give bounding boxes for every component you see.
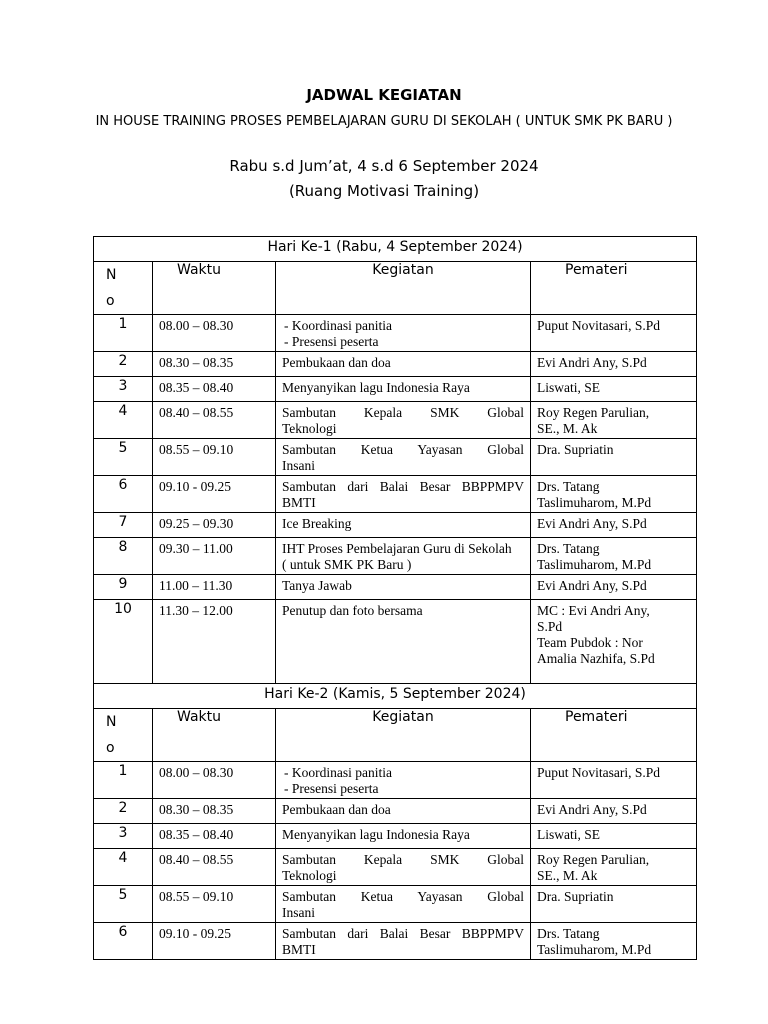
col-speaker-header: Pemateri [531,262,697,315]
day-header-row [94,684,697,709]
table-row: 1 08.00 – 08.30 - Koordinasi panitia - Presensi peserta Puput Novitasari, S.Pd [94,315,697,352]
table-row: 9 11.00 – 11.30 Tanya Jawab Evi Andri Any, S.Pd [94,575,697,600]
table-row: 2 08.30 – 08.35 Pembukaan dan doa Evi Andri Any, S.Pd [94,799,697,824]
col-no-header: N o [94,709,153,762]
col-no-header: N o [94,262,153,315]
table-row: 6 09.10 - 09.25 Sambutan dari Balai Besar BBPPMPV BMTI Drs. Tatang Taslimuharom, M.Pd [94,476,697,513]
table-row: 4 08.40 – 08.55 Sambutan Kepala SMK Global Teknologi Roy Regen Parulian, SE., M. Ak [94,849,697,886]
column-header-row [94,262,697,315]
table-row: 10 11.30 – 12.00 Penutup dan foto bersama MC : Evi Andri Any, S.Pd Team Pubdok : Nor Amalia Nazhifa, S.Pd [94,600,697,684]
table-row: 3 08.35 – 08.40 Menyanyikan lagu Indonesia Raya Liswati, SE [94,377,697,402]
table-row: 6 09.10 - 09.25 Sambutan dari Balai Besar BBPPMPV BMTI Drs. Tatang Taslimuharom, M.Pd [94,923,697,960]
document-title: JADWAL KEGIATAN [306,86,462,104]
table-row: 8 09.30 – 11.00 IHT Proses Pembelajaran Guru di Sekolah ( untuk SMK PK Baru ) Drs. Tatang Taslimuharom, M.Pd [94,538,697,575]
event-room: (Ruang Motivasi Training) [288,182,480,200]
column-header-row [94,709,697,762]
table-row: 5 08.55 – 09.10 Sambutan Ketua Yayasan Global Insani Dra. Supriatin [94,886,697,923]
col-activity-header: Kegiatan [276,709,531,762]
day-1-label: Hari Ke-1 (Rabu, 4 September 2024) [94,237,697,262]
event-date: Rabu s.d Jum’at, 4 s.d 6 September 2024 [229,157,539,175]
document-subtitle: IN HOUSE TRAINING PROSES PEMBELAJARAN GURU DI SEKOLAH ( UNTUK SMK PK BARU ) [95,114,673,129]
col-time-header: Waktu [153,709,276,762]
col-speaker-header: Pemateri [531,709,697,762]
table-row: 1 08.00 – 08.30 - Koordinasi panitia - Presensi peserta Puput Novitasari, S.Pd [94,762,697,799]
day-header-row [94,237,697,262]
schedule-table [93,236,697,960]
table-row: 5 08.55 – 09.10 Sambutan Ketua Yayasan Global Insani Dra. Supriatin [94,439,697,476]
col-activity-header: Kegiatan [276,262,531,315]
day-2-label: Hari Ke-2 (Kamis, 5 September 2024) [94,684,697,709]
table-row: 2 08.30 – 08.35 Pembukaan dan doa Evi Andri Any, S.Pd [94,352,697,377]
table-row: 3 08.35 – 08.40 Menyanyikan lagu Indonesia Raya Liswati, SE [94,824,697,849]
table-row: 4 08.40 – 08.55 Sambutan Kepala SMK Global Teknologi Roy Regen Parulian, SE., M. Ak [94,402,697,439]
col-time-header: Waktu [153,262,276,315]
table-row: 7 09.25 – 09.30 Ice Breaking Evi Andri Any, S.Pd [94,513,697,538]
